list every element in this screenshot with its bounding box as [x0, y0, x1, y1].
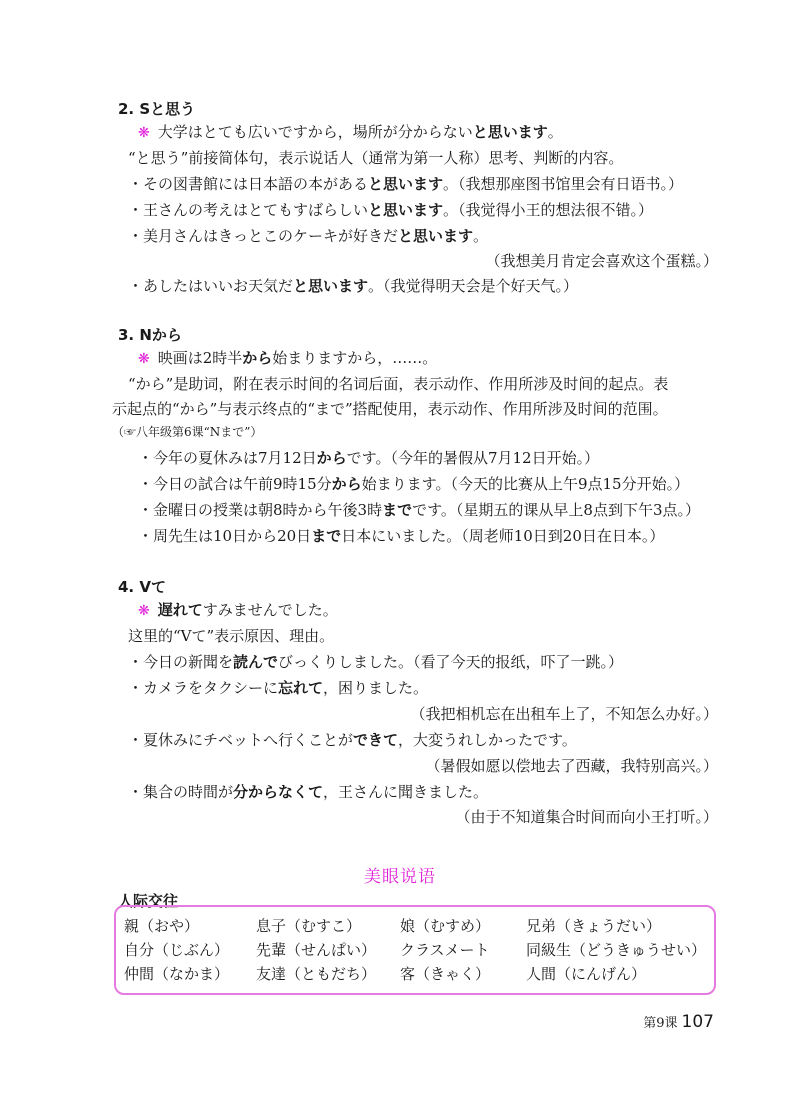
section-heading: 3. Nから — [118, 326, 182, 344]
page-footer — [643, 1012, 714, 1032]
example-item: ・王さんの考えはとてもすばらしいと思います。（我觉得小王的想法很不错。） — [128, 201, 654, 219]
vocab-word: 親（おや） — [124, 917, 200, 935]
vocab-section-title: 美眼说语 — [364, 867, 436, 887]
translation-line: （暑假如愿以偿地去了西藏，我特别高兴。） — [425, 757, 718, 775]
example-item: ・夏休みにチベットへ行くことができて，大変うれしかったです。 — [128, 731, 577, 749]
example-sentence: ❋ 遅れてすみませんでした。 — [138, 601, 338, 619]
vocab-word: 仲間（なかま） — [124, 965, 230, 983]
example-item: ・その図書館には日本語の本があると思います。（我想那座图书馆里会有日语书。） — [128, 175, 684, 193]
vocab-word: 同級生（どうきゅうせい） — [526, 941, 707, 959]
vocab-word: 娘（むすめ） — [400, 917, 491, 935]
flower-bullet-icon: ❋ — [138, 125, 150, 141]
lesson-label: 第9课 — [643, 1016, 678, 1031]
flower-bullet-icon: ❋ — [138, 603, 150, 619]
translation-line: （由于不知道集合时间而向小王打听。） — [455, 808, 718, 826]
vocab-word: 息子（むすこ） — [256, 917, 362, 935]
example-item: ・カメラをタクシーに忘れて，困りました。 — [128, 679, 429, 697]
translation-line: （我想美月肯定会喜欢这个蛋糕。） — [485, 252, 718, 270]
example-item: ・あしたはいいお天気だと思います。（我觉得明天会是个好天气。） — [128, 277, 579, 295]
example-item: ・周先生は10日から20日まで日本にいました。（周老师10日到20日在日本。） — [138, 527, 665, 545]
vocab-word: 友達（ともだち） — [256, 965, 377, 983]
explanation-line: “と思う”前接简体句，表示说话人（通常为第一人称）思考、判断的内容。 — [128, 149, 624, 167]
flower-bullet-icon: ❋ — [138, 351, 150, 367]
vocab-subtitle: 人际交往 — [118, 892, 179, 910]
vocab-box — [114, 905, 716, 995]
explanation-line: 这里的“Vて”表示原因、理由。 — [128, 627, 335, 645]
vocab-word: 自分（じぶん） — [124, 941, 230, 959]
example-item: ・今年の夏休みは7月12日からです。（今年的暑假从7月12日开始。） — [138, 449, 600, 467]
example-item: ・美月さんはきっとこのケーキが好きだと思います。 — [128, 227, 489, 245]
translation-line: （我把相机忘在出租车上了，不知怎么办好。） — [410, 705, 718, 723]
cross-reference: （☞八年级第6课“Nまで”） — [112, 425, 263, 439]
example-sentence: ❋ 大学はとても広いですから，場所が分からないと思います。 — [138, 123, 563, 141]
vocab-word: 先輩（せんぱい） — [256, 941, 377, 959]
vocab-word: 兄弟（きょうだい） — [526, 917, 662, 935]
section-heading: 2. Sと思う — [118, 100, 196, 118]
example-item: ・集合の時間が分からなくて，王さんに聞きました。 — [128, 783, 489, 801]
vocab-word: 人間（にんげん） — [526, 965, 647, 983]
vocab-word: 客（きゃく） — [400, 965, 491, 983]
example-item: ・今日の試合は午前9時15分から始まります。（今天的比赛从上午9点15分开始。） — [138, 475, 690, 493]
example-sentence: ❋ 映画は2時半から始まりますから，……。 — [138, 349, 438, 367]
section-heading: 4. Vて — [118, 578, 166, 596]
vocab-word: クラスメート — [400, 941, 490, 959]
example-item: ・今日の新聞を読んでびっくりしました。（看了今天的报纸，吓了一跳。） — [128, 653, 624, 671]
example-item: ・金曜日の授業は朝8時から午後3時までです。（星期五的课从早上8点到下午3点。） — [138, 501, 700, 519]
page-number: 107 — [681, 1012, 714, 1032]
explanation-line: “から”是助词，附在表示时间的名词后面，表示动作、作用所涉及时间的起点。表 — [128, 375, 669, 393]
explanation-line: 示起点的“から”与表示终点的“まで”搭配使用，表示动作、作用所涉及时间的范围。 — [112, 400, 668, 418]
